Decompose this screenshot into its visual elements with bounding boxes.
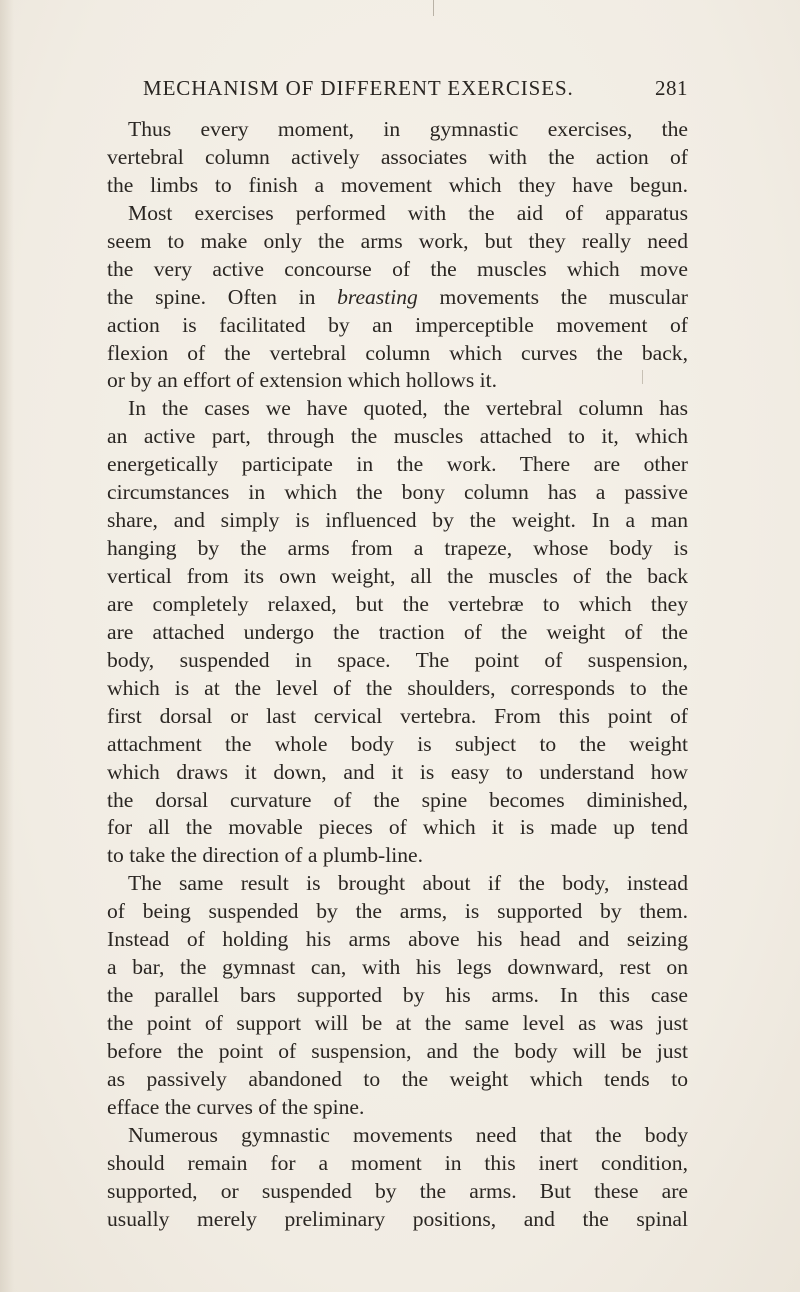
text-line: circumstances in which the bony column has a passive	[107, 480, 688, 505]
text-line: body, suspended in space. The point of suspension,	[107, 647, 688, 672]
text-line: or by an effort of extension which hollows it.	[107, 368, 498, 393]
text-line: before the point of suspension, and the body will be just	[107, 1038, 688, 1063]
page-header	[143, 76, 688, 106]
text-line: usually merely preliminary positions, and the spinal	[107, 1206, 688, 1231]
text-line: attachment the whole body is subject to the weight	[107, 731, 688, 756]
text-line: The same result is brought about if the body, instead	[128, 871, 688, 896]
top-edge-mark	[433, 0, 434, 16]
text-line: supported, or suspended by the arms. But these are	[107, 1178, 688, 1203]
page-number: 281	[655, 76, 688, 100]
text-line: the parallel bars supported by his arms. In this case	[107, 983, 688, 1008]
text-line-with-italic	[107, 284, 688, 312]
body-text	[107, 116, 688, 1234]
line-head: the spine. Often in	[107, 284, 338, 309]
text-line: a bar, the gymnast can, with his legs downward, rest on	[107, 955, 688, 980]
text-line: Instead of holding his arms above his head and seizing	[107, 927, 688, 952]
text-line: Thus every moment, in gymnastic exercises, the	[128, 117, 688, 141]
text-line: an active part, through the muscles attached to it, which	[107, 424, 688, 449]
italic-term: breasting	[337, 284, 418, 309]
text-line: to take the direction of a plumb-line.	[107, 843, 424, 868]
text-line: which draws it down, and it is easy to understand how	[107, 759, 688, 784]
text-line: for all the movable pieces of which it is made up tend	[107, 815, 688, 840]
text-line: the dorsal curvature of the spine becomes diminished,	[107, 787, 688, 812]
text-line: efface the curves of the spine.	[107, 1094, 365, 1119]
text-line: seem to make only the arms work, but they really need	[107, 228, 688, 253]
paper-blemish	[642, 370, 643, 384]
text-line: of being suspended by the arms, is supported by them.	[107, 899, 688, 924]
line-tail: movements the muscular	[417, 284, 688, 309]
page-gutter-shadow	[0, 0, 14, 1292]
text-line: the very active concourse of the muscles which move	[107, 256, 688, 281]
text-line: In the cases we have quoted, the vertebral column has	[128, 396, 688, 421]
text-line: the limbs to finish a movement which they have begun.	[107, 172, 688, 197]
text-line: flexion of the vertebral column which curves the back,	[107, 340, 688, 365]
text-line: as passively abandoned to the weight which tends to	[107, 1066, 688, 1091]
running-head: MECHANISM OF DIFFERENT EXERCISES.	[143, 76, 574, 100]
text-line: Numerous gymnastic movements need that the body	[128, 1122, 688, 1147]
text-line: are completely relaxed, but the vertebræ to which they	[107, 591, 688, 616]
text-line: hanging by the arms from a trapeze, whose body is	[107, 536, 688, 561]
text-line: share, and simply is influenced by the weight. In a man	[107, 508, 688, 533]
text-line: should remain for a moment in this inert condition,	[107, 1150, 688, 1175]
text-line: energetically participate in the work. There are other	[107, 452, 688, 477]
text-line: action is facilitated by an imperceptible movement of	[107, 312, 688, 337]
text-line: first dorsal or last cervical vertebra. From this point of	[107, 703, 688, 728]
text-line: are attached undergo the traction of the weight of the	[107, 619, 688, 644]
text-line: vertical from its own weight, all the muscles of the back	[107, 564, 688, 588]
text-line: the point of support will be at the same level as was just	[107, 1011, 688, 1035]
text-line: vertebral column actively associates with the action of	[107, 144, 688, 169]
text-line: Most exercises performed with the aid of apparatus	[128, 200, 688, 225]
text-line: which is at the level of the shoulders, corresponds to the	[107, 675, 688, 700]
